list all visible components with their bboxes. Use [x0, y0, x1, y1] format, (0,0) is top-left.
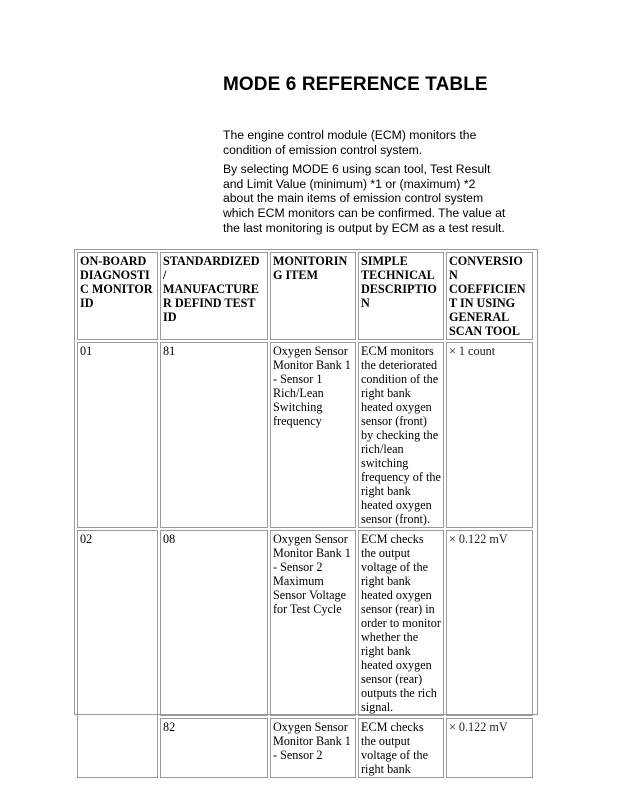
table-header-row: [77, 252, 533, 340]
cell-conversion: × 0.122 mV: [446, 718, 533, 778]
cell-description: ECM checks the output voltage of the right bank: [358, 718, 444, 778]
mode6-reference-table: [75, 250, 535, 780]
cell-monitoring-item: Oxygen Sensor Monitor Bank 1 - Sensor 2 Maximum Sensor Voltage for Test Cycle: [270, 530, 356, 716]
intro-paragraph-1: The engine control module (ECM) monitors the condition of emission control system.: [223, 128, 477, 157]
cell-description: ECM monitors the deteriorated condition of the right bank heated oxygen sensor (front) by checking the rich/lean switching frequency of the right bank heated oxygen sensor (front).: [358, 342, 444, 528]
header-description: SIMPLE TECHNICAL DESCRIPTION: [358, 252, 444, 340]
cell-test-id: 82: [160, 718, 268, 778]
header-monitoring-item: MONITORING ITEM: [270, 252, 356, 340]
intro-paragraph-2: By selecting MODE 6 using scan tool, Test Result and Limit Value (minimum) *1 or (maximum) *2 about the main items of emission control system which ECM monitors can be confirmed. The value at the last monitoring is output by ECM as a test result.: [223, 162, 506, 235]
intro-text: [223, 128, 508, 240]
cell-test-id: 81: [160, 342, 268, 528]
header-test-id: STANDARDIZED / MANUFACTURER DEFIND TEST ID: [160, 252, 268, 340]
table-row: [77, 530, 533, 716]
cell-conversion: × 1 count: [446, 342, 533, 528]
cell-monitoring-item: Oxygen Sensor Monitor Bank 1 - Sensor 1 Rich/Lean Switching frequency: [270, 342, 356, 528]
cell-monitoring-item: Oxygen Sensor Monitor Bank 1 - Sensor 2: [270, 718, 356, 778]
cell-monitor-id: 01: [77, 342, 158, 528]
cell-description: ECM checks the output voltage of the right bank heated oxygen sensor (rear) in order to monitor whether the right bank heated oxygen sensor (rear) outputs the rich signal.: [358, 530, 444, 716]
cell-monitor-id: 02: [77, 530, 158, 778]
table-row: [77, 342, 533, 528]
mode6-table-container: [74, 249, 538, 776]
cell-conversion: × 0.122 mV: [446, 530, 533, 716]
header-conversion: CONVERSION COEFFICIENT IN USING GENERAL SCAN TOOL: [446, 252, 533, 340]
page-title: MODE 6 REFERENCE TABLE: [223, 74, 488, 95]
header-monitor-id: ON-BOARD DIAGNOSTIC MONITOR ID: [77, 252, 158, 340]
cell-test-id: 08: [160, 530, 268, 716]
